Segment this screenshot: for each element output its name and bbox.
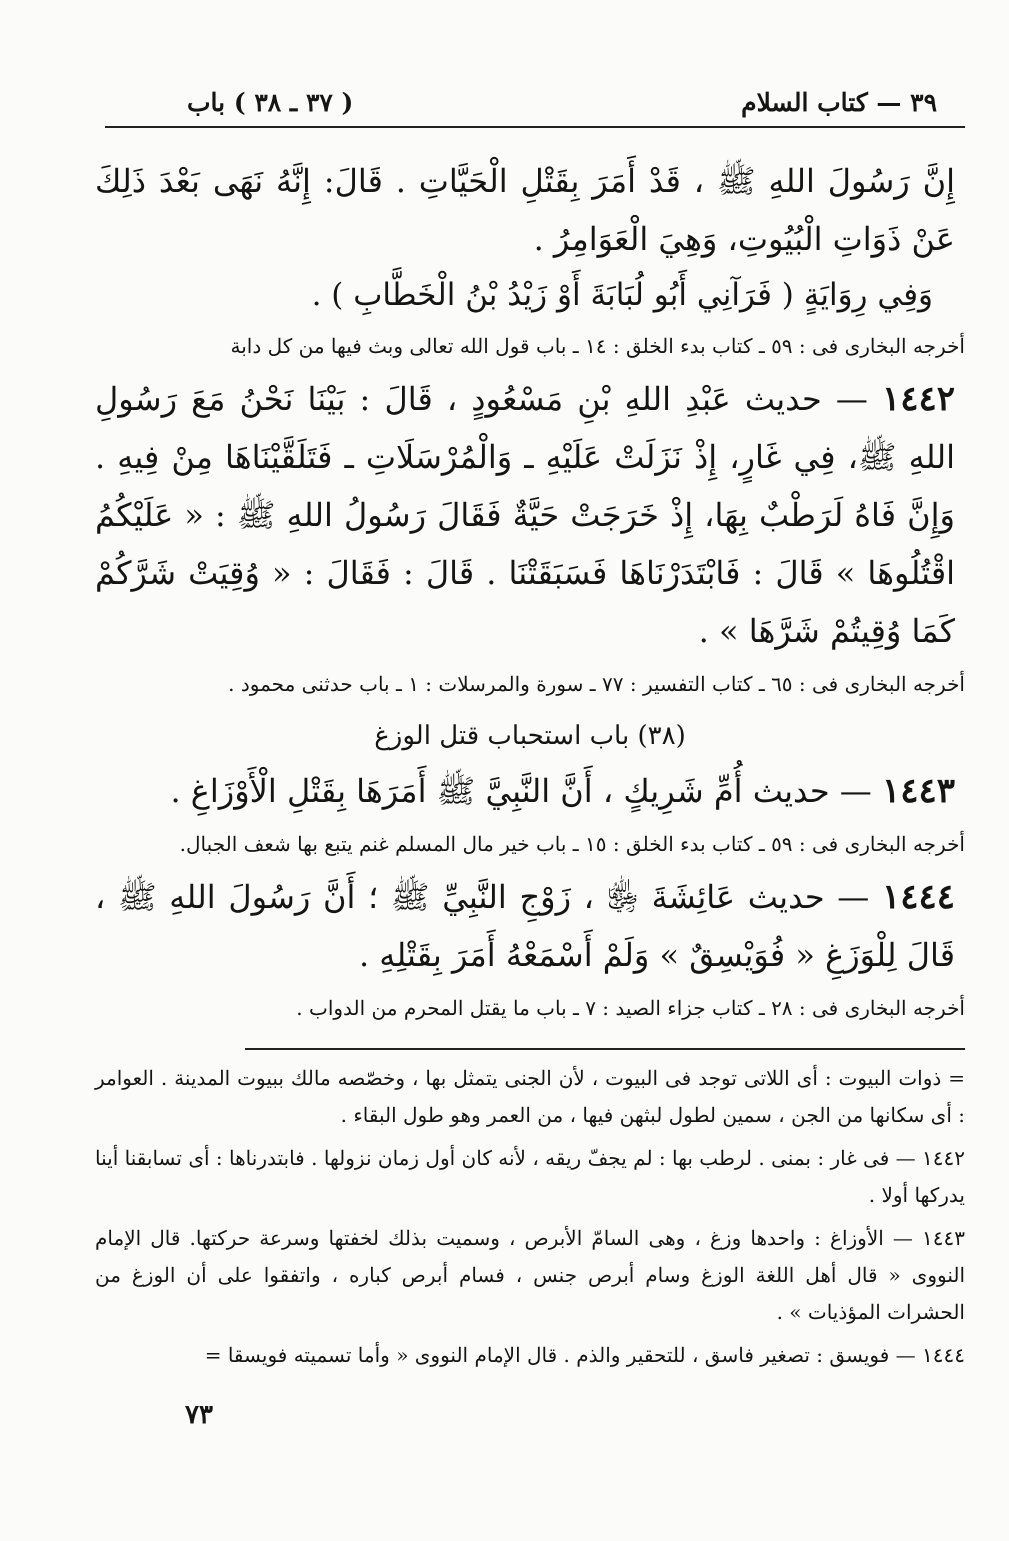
source-reference: أخرجه البخارى فى : ٦٥ ـ كتاب التفسير : ٧٧ ـ سورة والمرسلات : ١ ـ باب حدثنى محمود .	[228, 672, 965, 696]
hadith-number: ١٤٤٤	[881, 877, 955, 917]
hadith-1442	[95, 370, 955, 660]
footnote: ١٤٤٤ — فويسق : تصغير فاسق ، للتحقير والذم . قال الإمام النووى « وأما تسميته فويسقا =	[204, 1343, 965, 1367]
hadith-number: ١٤٤٢	[881, 379, 955, 419]
footnote: ١٤٤٢ — فى غار : بمنى . لرطب بها : لم يجفّ ريقه ، لأنه كان أول زمان نزولها . فابتدرناها : أى تسابقنا أينا يدركها أولا .	[95, 1146, 965, 1207]
header-rule	[105, 126, 965, 128]
narration-variant: وَفِي رِوَايَةٍ ( فَرَآنِي أَبُو لُبَابَةَ أَوْ زَيْدُ بْنُ الْخَطَّابِ ) .	[311, 277, 933, 313]
book-page	[95, 70, 965, 1490]
hadith-text: — حديث عَبْدِ اللهِ بْنِ مَسْعُودٍ ، قَالَ : بَيْنَا نَحْنُ مَعَ رَسُولِ اللهِ ﷺ، فِي غَارٍ، إِذْ نَزَلَتْ عَلَيْهِ ـ وَالْمُرْسَلَاتِ ـ فَتَلَقَّيْنَاهَا مِنْ فِيهِ . وَإِنَّ فَاهُ لَرَطْبٌ بِهَا، إِذْ خَرَجَتْ حَيَّةٌ فَقَالَ رَسُولُ اللهِ ﷺ : « عَلَيْكُمُ اقْتُلُوهَا » قَالَ : فَابْتَدَرْنَاهَا فَسَبَقَتْنَا . قَالَ : فَقَالَ : « وُقِيَتْ شَرَّكُمْ كَمَا وُقِيتُمْ شَرَّهَا » .	[95, 380, 955, 650]
hadith-text: — حديث عَائِشَةَ ﵂ ، زَوْجِ النَّبِيِّ ﷺ ؛ أَنَّ رَسُولَ اللهِ ﷺ ، قَالَ لِلْوَزَغِ « فُوَيْسِقٌ » وَلَمْ أَسْمَعْهُ أَمَرَ بِقَتْلِهِ .	[95, 878, 955, 974]
hadith-number: ١٤٤٣	[881, 771, 955, 811]
main-text	[95, 152, 965, 1374]
hadith-1444	[95, 868, 955, 984]
hadith-continuation: إِنَّ رَسُولَ اللهِ ﷺ ، قَدْ أَمَرَ بِقَتْلِ الْحَيَّاتِ . قَالَ: إِنَّهُ نَهَى بَعْدَ ذَلِكَ عَنْ ذَوَاتِ الْبُيُوتِ، وَهِيَ الْعَوَامِرُ .	[95, 162, 955, 258]
footnote: = ذوات البيوت : أى اللاتى توجد فى البيوت ، لأن الجنى يتمثل بها ، وخصّصه مالك ببيوت المدينة . العوامر : أى سكانها من الجن ، سمين لطول لبثهن فيها ، من العمر وهو طول البقاء .	[95, 1066, 965, 1127]
running-title: ٣٩ — كتاب السلام	[741, 88, 937, 117]
page-number: ٧٣	[185, 1400, 213, 1430]
hadith-text: — حديث أُمِّ شَرِيكٍ ، أَنَّ النَّبِيَّ ﷺ أَمَرَهَا بِقَتْلِ الْأَوْزَاغِ .	[170, 772, 882, 810]
source-reference: أخرجه البخارى فى : ٥٩ ـ كتاب بدء الخلق : ١٥ ـ باب خير مال المسلم غنم يتبع بها شعف الجبال.	[179, 832, 965, 856]
page-header	[95, 88, 965, 122]
hadith-1443	[95, 762, 955, 820]
chapter-heading: (٣٨) باب استحباب قتل الوزغ	[374, 721, 686, 751]
section-range: ( ٣٧ ـ ٣٨ ) باب	[187, 88, 354, 117]
footnote-rule	[245, 1048, 965, 1050]
source-reference: أخرجه البخارى فى : ٥٩ ـ كتاب بدء الخلق : ١٤ ـ باب قول الله تعالى وبث فيها من كل دابة	[230, 334, 965, 358]
footnote: ١٤٤٣ — الأوزاغ : واحدها وزغ ، وهى السامّ الأبرص ، وسميت بذلك لخفتها وسرعة حركتها. قال الإمام النووى « قال أهل اللغة الوزغ وسام أبرص جنس ، فسام أبرص كباره ، واتفقوا على أن الوزغ من الحشرات المؤذيات » .	[95, 1226, 965, 1324]
source-reference: أخرجه البخارى فى : ٢٨ ـ كتاب جزاء الصيد : ٧ ـ باب ما يقتل المحرم من الدواب .	[296, 996, 965, 1020]
